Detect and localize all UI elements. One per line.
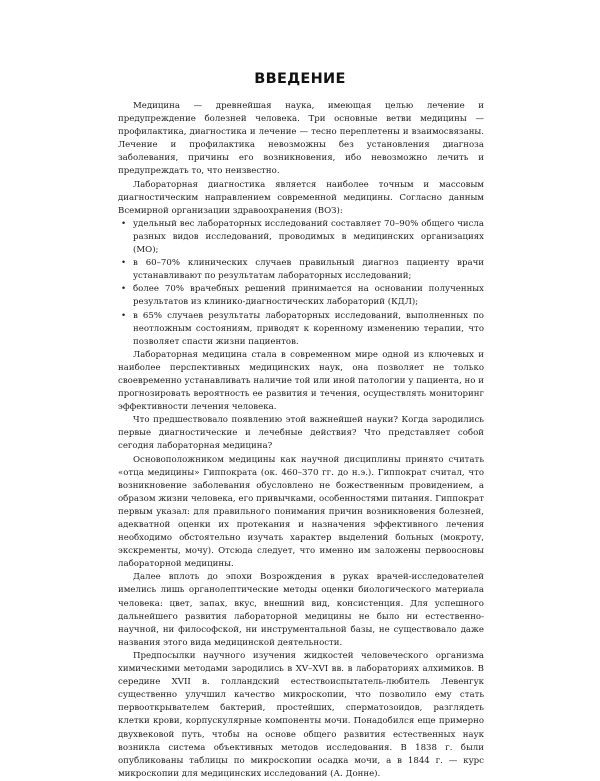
chapter-title: ВВЕДЕНИЕ <box>254 71 346 87</box>
statistics-list <box>118 218 484 349</box>
bullet-item: • удельный вес лабораторных исследований составляет 70–90% общего числа разных видов исследований, проводимых в медицинских организациях (МО); <box>118 218 484 257</box>
paragraph: Лабораторная медицина стала в современном мире одной из ключевых и наиболее перспективных медицинских наук, она позволяет не только своевременно устанавливать наличие той или иной патологии у пациента, но и прогнозировать вероятность ее развития и течения, осуществлять мониторинг эффективности лечения человека. <box>118 349 484 413</box>
bullet-item: • в 60–70% клинических случаев правильный диагноз пациенту врачи устанавливают по результатам лабораторных исследований; <box>118 257 484 283</box>
paragraph: Что предшествовало появлению этой важнейшей науки? Когда зародились первые диагностические и лечебные действия? Что представляет собой сегодня лабораторная медицина? <box>118 415 484 452</box>
body-text <box>118 100 484 781</box>
bullet-item: • в 65% случаев результаты лабораторных исследований, выполненных по неотложным состояниям, приводят к коренному изменению терапии, что позволяет спасти жизни пациентов. <box>118 310 484 349</box>
paragraph: Предпосылки научного изучения жидкостей человеческого организма химическими методами зародились в XV–XVI вв. в лабораториях алхимиков. В середине XVII в. голландский естествоиспытатель-любитель Левенгук существенно улучшил качество микроскопии, что позволило ему стать первооткрывателем бактерий, простейших, сперматозоидов, разглядеть клетки крови, корпускулярные компоненты мочи. Понадобился еще примерно двухвековой путь, чтобы на основе общего развития естественных наук возникла система объективных методов исследования. В 1838 г. были опубликованы таблицы по микроскопии осадка мочи, а в 1844 г. — курс микроскопии для медицинских исследований (А. Донне). <box>118 650 484 779</box>
paragraph: Медицина — древнейшая наука, имеющая целью лечение и предупреждение болезней человека. Три основные ветви медицины — профилактика, диагностика и лечение — тесно переплетены и взаимосвязаны. Лечение и профилактика невозможны без установления диагноза заболевания, причины его возникновения, ибо невозможно лечить и предупреждать то, что неизвестно. <box>118 101 484 177</box>
bullet-item: • более 70% врачебных решений принимается на основании полученных результатов из клинико-диагностических лабораторий (КДЛ); <box>118 283 484 309</box>
paragraph: Основоположником медицины как научной дисциплины принято считать «отца медицины» Гиппократа (ок. 460–370 гг. до н.э.). Гиппократ считал, что возникновение заболевания обусловлено не божественным провидением, а образом жизни человека, его привычками, особенностями питания. Гиппократ первым указал: для правильного понимания причин возникновения болезней, адекватной оценки их протекания и назначения эффективного лечения необходимо обстоятельно изучать характер выделений больных (мокроту, экскременты, мочу). Отсюда следует, что именно им заложены первоосновы лабораторной медицины. <box>118 454 484 570</box>
paragraph: Далее вплоть до эпохи Возрождения в руках врачей-исследователей имелись лишь органолептические методы оценки биологического материала человека: цвет, запах, вкус, внешний вид, консистенция. Для успешного дальнейшего развития лабораторной медицины не было ни естественно-научной, ни философской, ни инструментальной базы, не существовало даже названия этого вида медицинской деятельности. <box>118 572 484 648</box>
paragraph: Лабораторная диагностика является наиболее точным и массовым диагностическим направлением современной медицины. Согласно данным Всемирной организации здравоохранения (ВОЗ): <box>118 179 484 216</box>
